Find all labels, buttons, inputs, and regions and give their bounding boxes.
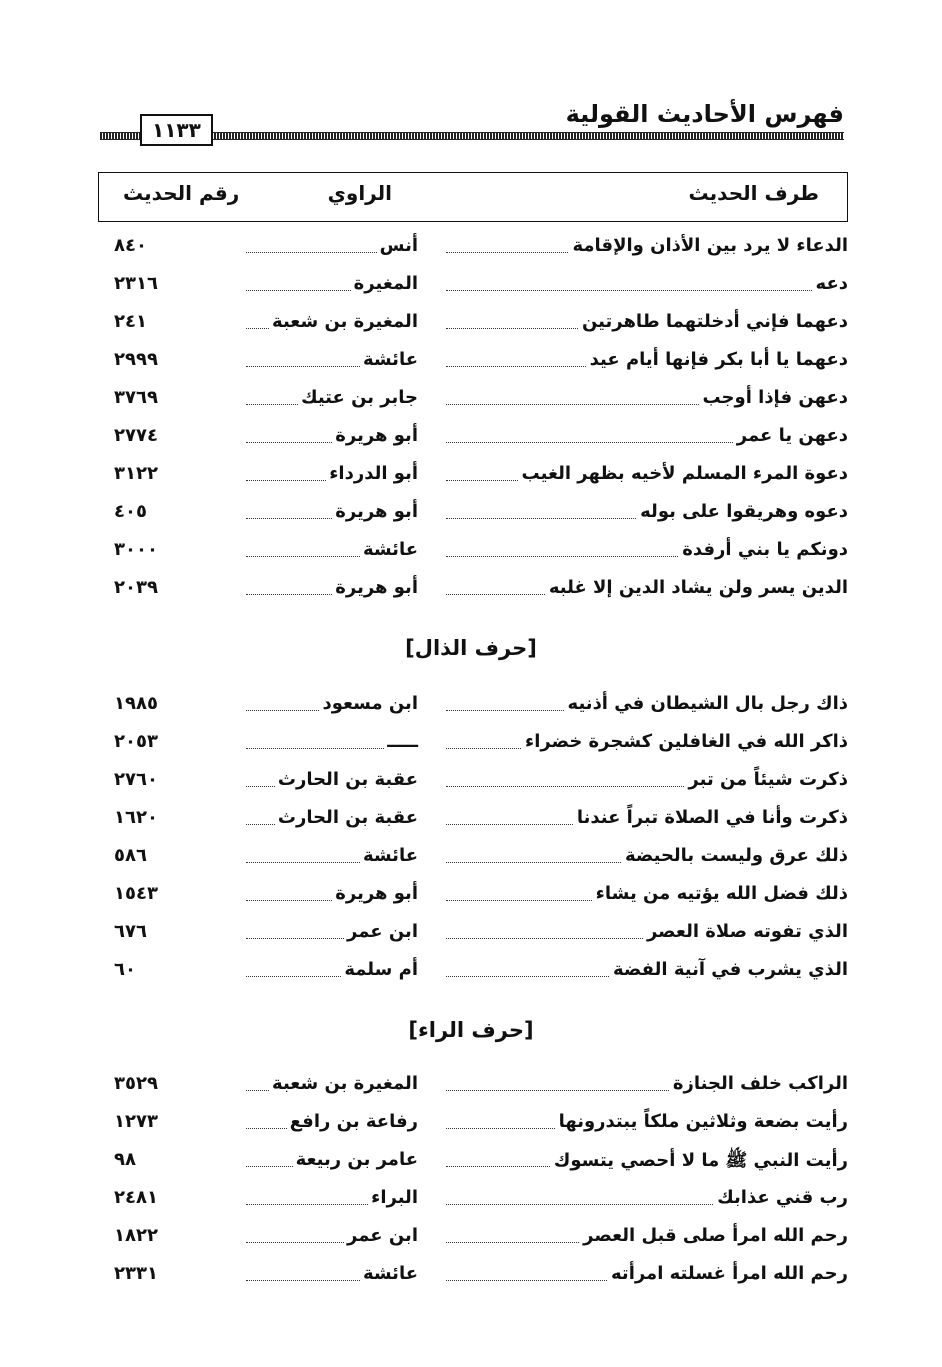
hadith-text: رأيت بضعة وثلاثين ملكاً يبتدرونها	[558, 1111, 848, 1132]
leader-dots	[446, 518, 636, 519]
hadith-number: ٢٩٩٩	[114, 349, 158, 370]
index-entry	[100, 728, 848, 758]
hadith-number: ٢٤٨١	[114, 1187, 158, 1208]
leader-dots	[446, 1128, 555, 1129]
narrator-name: ابن عمر	[347, 1225, 418, 1246]
leader-dots	[246, 1280, 360, 1281]
narrator-name: ابن مسعود	[322, 693, 418, 714]
narrator-name: أبو هريرة	[335, 425, 418, 446]
leader-dots	[446, 710, 564, 711]
narrator-name: عائشة	[362, 349, 418, 370]
leader-dots	[246, 556, 360, 557]
index-entry	[100, 880, 848, 910]
narrator-name: جابر بن عتيك	[301, 387, 418, 408]
index-entry	[100, 1222, 848, 1252]
narrator-name: عائشة	[362, 539, 418, 560]
hadith-text: دعوه وهريقوا على بوله	[640, 501, 848, 522]
hadith-number: ١٨٢٢	[114, 1225, 158, 1246]
leader-dots	[246, 900, 332, 901]
leader-dots	[246, 290, 351, 291]
index-entry	[100, 1108, 848, 1138]
index-entry	[100, 460, 848, 490]
hadith-number: ١٢٧٣	[114, 1111, 158, 1132]
index-entry	[100, 918, 848, 948]
hadith-text: ذلك فضل الله يؤتيه من يشاء	[595, 883, 848, 904]
leader-dots	[446, 1090, 669, 1091]
section-heading: [حرف الذال]	[405, 636, 537, 660]
hadith-number: ٣٥٢٩	[114, 1073, 158, 1094]
leader-dots	[446, 976, 609, 977]
hadith-number: ١٩٨٥	[114, 693, 158, 714]
index-entry	[100, 956, 848, 986]
hadith-text: دعهما فإني أدخلتهما طاهرتين	[581, 311, 848, 332]
leader-dots	[446, 1166, 550, 1167]
index-entry	[100, 766, 848, 796]
hadith-text: دعهن فإذا أوجب	[702, 387, 848, 408]
narrator-name: المغيرة بن شعبة	[272, 311, 418, 332]
index-entry	[100, 536, 848, 566]
leader-dots	[246, 366, 360, 367]
hadith-text: رحم الله امرأ غسلته امرأته	[611, 1263, 848, 1284]
index-entry	[100, 1070, 848, 1100]
hadith-text: الراكب خلف الجنازة	[672, 1073, 848, 1094]
leader-dots	[446, 1204, 713, 1205]
hadith-number: ٤٠٥	[114, 501, 147, 522]
running-title: فهرس الأحاديث القولية	[565, 100, 844, 128]
hadith-text: رأيت النبي ﷺ ما لا أحصي يتسوك	[553, 1150, 848, 1171]
narrator-name: أبو هريرة	[335, 883, 418, 904]
leader-dots	[246, 786, 275, 787]
hadith-number: ٢٧٧٤	[114, 425, 158, 446]
leader-dots	[246, 442, 332, 443]
hadith-text: دعه	[815, 273, 848, 294]
hadith-number: ٨٤٠	[114, 235, 147, 256]
narrator-name: أبو الدرداء	[329, 463, 418, 484]
narrator-name: عقبة بن الحارث	[277, 807, 418, 828]
hadith-number: ٢٣١٦	[114, 273, 158, 294]
hadith-text: ذلك عرق وليست بالحيضة	[624, 845, 848, 866]
hadith-number: ١٦٢٠	[114, 807, 158, 828]
hadith-number: ٢٧٦٠	[114, 769, 158, 790]
index-entry	[100, 1260, 848, 1290]
hadith-text: ذكرت شيئاً من تبر	[688, 769, 848, 790]
index-entry	[100, 842, 848, 872]
leader-dots	[446, 1242, 579, 1243]
column-header-box	[98, 172, 848, 222]
hadith-text: ذاك رجل بال الشيطان في أذنيه	[567, 693, 848, 714]
narrator-name: رفاعة بن رافع	[289, 1111, 418, 1132]
hadith-text: ذكرت وأنا في الصلاة تبراً عندنا	[576, 807, 848, 828]
column-header-number: رقم الحديث	[123, 181, 240, 205]
hadith-number: ٦٧٦	[114, 921, 147, 942]
hadith-text: رحم الله امرأ صلى قبل العصر	[583, 1225, 848, 1246]
narrator-name: أنس	[379, 235, 418, 256]
hadith-number: ٣١٢٢	[114, 463, 158, 484]
index-entry	[100, 574, 848, 604]
leader-dots	[246, 1128, 287, 1129]
index-entry	[100, 384, 848, 414]
leader-dots	[246, 328, 269, 329]
leader-dots	[246, 938, 344, 939]
hadith-text: ذاكر الله في الغافلين كشجرة خضراء	[525, 731, 848, 752]
leader-dots	[246, 862, 360, 863]
narrator-name: أبو هريرة	[335, 577, 418, 598]
index-entry	[100, 1146, 848, 1176]
section-heading: [حرف الراء]	[408, 1018, 534, 1042]
hadith-number: ٢٠٣٩	[114, 577, 158, 598]
leader-dots	[446, 556, 678, 557]
hadith-text: دونكم يا بني أرفدة	[682, 539, 848, 560]
hadith-text: دعوة المرء المسلم لأخيه بظهر الغيب	[521, 463, 848, 484]
index-entry	[100, 804, 848, 834]
hadith-text: الذي يشرب في آنية الفضة	[613, 959, 848, 980]
leader-dots	[246, 252, 377, 253]
leader-dots	[446, 824, 573, 825]
leader-dots	[246, 1166, 293, 1167]
hadith-text: دعهن يا عمر	[736, 425, 848, 446]
leader-dots	[246, 824, 275, 825]
narrator-name: عائشة	[362, 1263, 418, 1284]
column-header-text: طرف الحديث	[688, 181, 819, 205]
hadith-number: ٣٠٠٠	[114, 539, 158, 560]
leader-dots	[446, 938, 643, 939]
hadith-number: ٢٣٣١	[114, 1263, 158, 1284]
narrator-name: البراء	[371, 1187, 418, 1208]
leader-dots	[246, 748, 384, 749]
leader-dots	[246, 976, 341, 977]
narrator-name: أبو هريرة	[335, 501, 418, 522]
index-entry	[100, 232, 848, 262]
leader-dots	[446, 328, 578, 329]
narrator-name: المغيرة بن شعبة	[272, 1073, 418, 1094]
leader-dots	[446, 748, 521, 749]
page-number: ١١٣٣	[140, 114, 213, 146]
hadith-number: ٣٧٦٩	[114, 387, 158, 408]
leader-dots	[246, 1242, 344, 1243]
leader-dots	[446, 1280, 607, 1281]
narrator-name: ابن عمر	[347, 921, 418, 942]
index-entry	[100, 346, 848, 376]
hadith-text: الذي تفوته صلاة العصر	[646, 921, 848, 942]
page-header	[100, 100, 844, 148]
leader-dots	[246, 594, 332, 595]
leader-dots	[446, 366, 586, 367]
index-entry	[100, 690, 848, 720]
leader-dots	[446, 404, 699, 405]
hadith-number: ٩٨	[114, 1149, 136, 1170]
index-entry	[100, 422, 848, 452]
narrator-name: عامر بن ربيعة	[295, 1149, 418, 1170]
index-entry	[100, 308, 848, 338]
leader-dots	[246, 404, 298, 405]
hadith-number: ٥٨٦	[114, 845, 147, 866]
leader-dots	[446, 594, 545, 595]
narrator-name: عقبة بن الحارث	[277, 769, 418, 790]
leader-dots	[446, 786, 684, 787]
leader-dots	[446, 442, 733, 443]
hadith-text: الدعاء لا يرد بين الأذان والإقامة	[572, 235, 848, 256]
leader-dots	[446, 480, 518, 481]
hadith-number: ١٥٤٣	[114, 883, 158, 904]
leader-dots	[246, 1090, 269, 1091]
leader-dots	[246, 480, 326, 481]
narrator-name: عائشة	[362, 845, 418, 866]
leader-dots	[446, 290, 812, 291]
hadith-number: ٦٠	[114, 959, 136, 980]
hadith-text: الدين يسر ولن يشاد الدين إلا غلبه	[548, 577, 848, 598]
index-entry	[100, 1184, 848, 1214]
leader-dots	[246, 710, 319, 711]
leader-dots	[246, 1204, 368, 1205]
narrator-name: ـــــ	[387, 731, 418, 752]
column-header-narrator: الراوي	[327, 181, 392, 205]
hadith-text: رب قني عذابك	[717, 1187, 848, 1208]
leader-dots	[446, 252, 568, 253]
hadith-number: ٢٠٥٣	[114, 731, 158, 752]
index-entry	[100, 498, 848, 528]
narrator-name: المغيرة	[353, 273, 418, 294]
hadith-text: دعهما يا أبا بكر فإنها أيام عيد	[589, 349, 848, 370]
leader-dots	[446, 900, 592, 901]
leader-dots	[446, 862, 621, 863]
hadith-number: ٢٤١	[114, 311, 147, 332]
narrator-name: أم سلمة	[344, 959, 418, 980]
leader-dots	[246, 518, 332, 519]
index-entry	[100, 270, 848, 300]
